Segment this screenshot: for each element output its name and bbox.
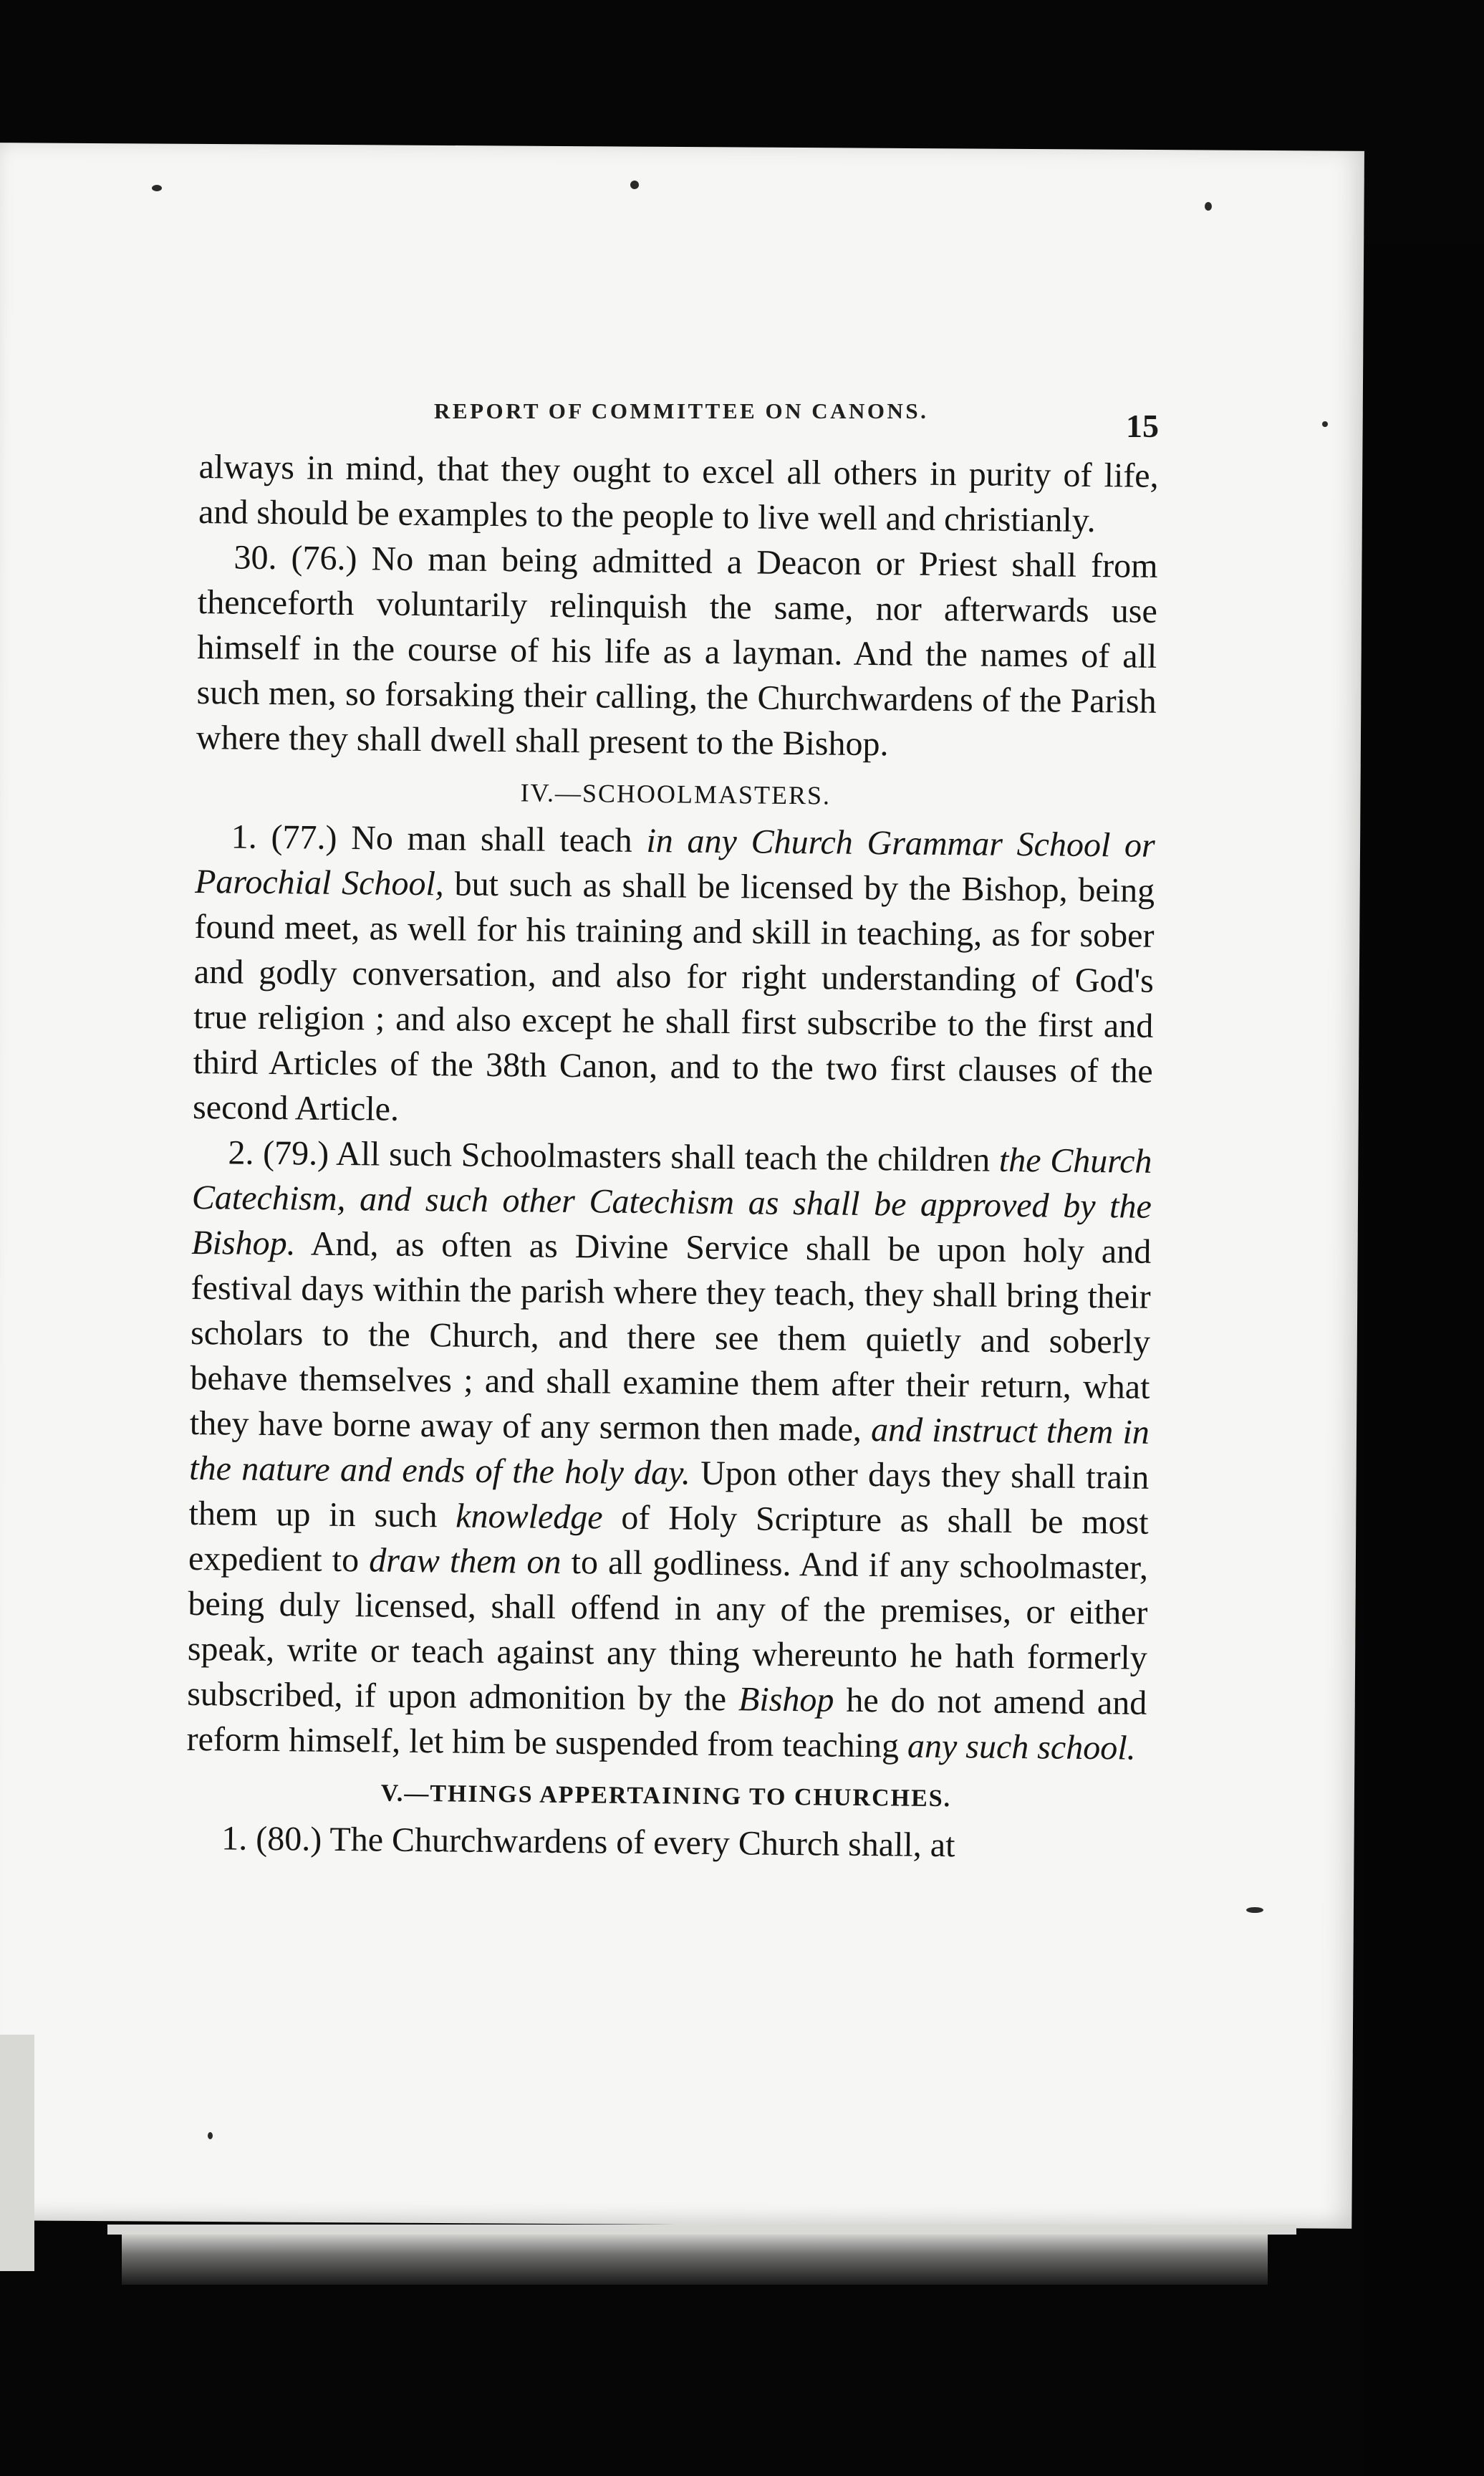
paragraph-number: 2. (79.) bbox=[228, 1133, 329, 1173]
right-dark-margin bbox=[1364, 244, 1484, 2476]
paragraph-text: The Churchwardens of every Church shall, at bbox=[329, 1820, 955, 1865]
paragraph-79 bbox=[186, 1130, 1152, 1771]
dust-speck bbox=[152, 185, 162, 191]
italic-text: the Church Catechism, and such other Catechism as shall be approved by the Bishop. bbox=[191, 1141, 1152, 1263]
page-number: 15 bbox=[1126, 408, 1159, 444]
running-header: REPORT OF COMMITTEE ON CANONS. bbox=[434, 398, 929, 423]
paragraph-continuation: always in mind, that they ought to excel all others in purity of life, and should be examples to the people to live well and christianly. bbox=[198, 447, 1159, 540]
dust-speck bbox=[208, 2132, 213, 2139]
dust-speck bbox=[1246, 1907, 1263, 1913]
dust-speck bbox=[630, 181, 639, 189]
section-heading-v: V.—THINGS APPERTAINING TO CHURCHES. bbox=[380, 1780, 952, 1813]
paragraph-77 bbox=[193, 814, 1155, 1139]
paragraph-text: Upon other days they shall train them up in such bbox=[188, 1454, 1150, 1535]
paragraph-number: 1. (80.) bbox=[221, 1819, 322, 1858]
paragraph-number: 1. (77.) bbox=[231, 817, 337, 857]
paragraph-text: And, as often as Divine Service shall be upon holy and festival days within the parish where they teach, they shall bring their scholars to the Church, and there see them quietly and soberly behave themselves ; and shall examine them after their return, what they have borne away of any sermon then made, bbox=[189, 1224, 1152, 1449]
body-text bbox=[186, 444, 1159, 1870]
italic-text: in any Church Grammar School or Parochial School, bbox=[194, 822, 1155, 903]
italic-text: any such school. bbox=[907, 1727, 1136, 1767]
paragraph-text: No man being admitted a Deacon or Priest shall from thenceforth voluntarily relinquish the same, nor afterwards use himself in the course of his life as a layman. And the names of all such men, so forsaking their calling, the Churchwardens of the Parish where they shall dwell shall present to the Bishop. bbox=[196, 539, 1158, 764]
italic-text: draw them on bbox=[369, 1541, 562, 1581]
left-page-strip bbox=[0, 2035, 34, 2271]
paragraph-text: No man shall teach bbox=[350, 819, 632, 860]
paragraph-number: 30. (76.) bbox=[233, 538, 357, 578]
dust-speck bbox=[1322, 421, 1328, 427]
paragraph-text: but such as shall be licensed by the Bishop, being found meet, as well for his training and skill in teaching, as for sober and godly conversation, and also for right understanding of God's true religion ; and also except he shall first subscribe to the first and third Articles of the 38th Canon, and to the two first clauses of the second Article. bbox=[192, 865, 1155, 1128]
paragraph-text: of Holy Scripture as shall be most expedient to bbox=[188, 1498, 1149, 1580]
paragraph-text: he do not amend and reform himself, let him be suspended from teaching bbox=[186, 1681, 1147, 1765]
page-bottom-shadow bbox=[122, 2235, 1268, 2285]
section-heading-iv: IV.—SCHOOLMASTERS. bbox=[520, 778, 832, 810]
italic-text: Bishop bbox=[738, 1680, 834, 1719]
dust-speck bbox=[1205, 202, 1212, 211]
italic-text: knowledge bbox=[456, 1497, 603, 1537]
paragraph-80 bbox=[186, 1815, 1146, 1870]
paragraph-text: to all godliness. And if any schoolmaster, being duly licensed, shall offend in any of the premises, or either speak, write or teach against any thing whereunto he hath formerly subscribed, if upon admonition by the bbox=[186, 1543, 1149, 1719]
page-bottom-edge bbox=[107, 2225, 1296, 2235]
paragraph-30 bbox=[196, 534, 1158, 769]
italic-text: and instruct them in the nature and ends of the holy day. bbox=[189, 1411, 1150, 1492]
paragraph-text: All such Schoolmasters shall teach the children bbox=[335, 1134, 991, 1179]
